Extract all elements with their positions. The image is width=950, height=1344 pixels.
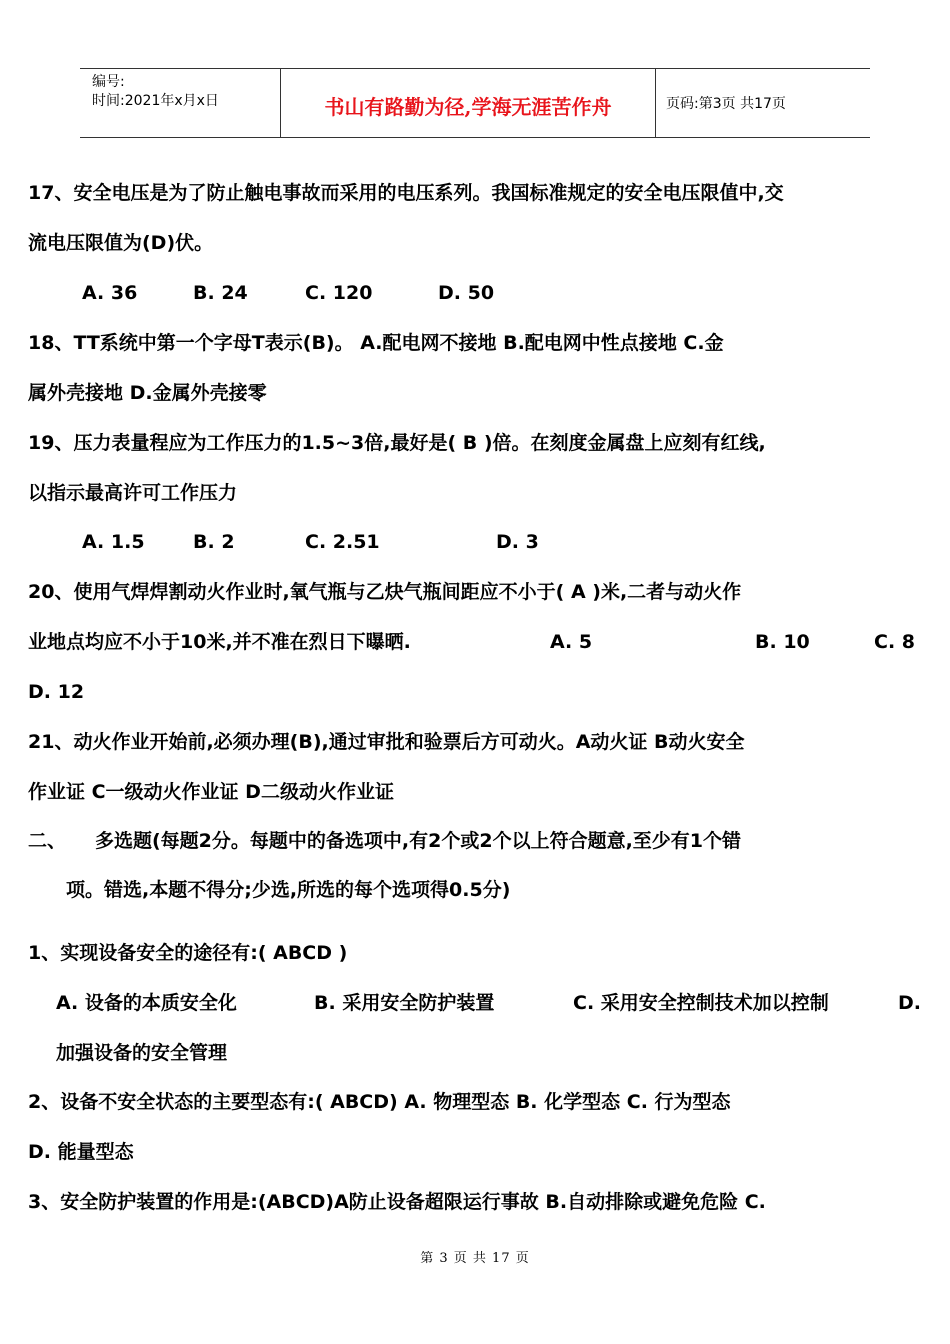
q21-line2: 作业证 C一级动火作业证 D二级动火作业证: [28, 781, 394, 803]
q20-option-a: A. 5: [550, 631, 593, 653]
q20-option-b: B. 10: [755, 631, 810, 653]
q20-line1: 20、使用气焊焊割动火作业时,氧气瓶与乙炔气瓶间距应不小于( A )米,二者与动火作: [28, 581, 742, 603]
section2-line1: 多选题(每题2分。每题中的备选项中,有2个或2个以上符合题意,至少有1个错: [95, 830, 742, 852]
q17-option-b: B. 24: [193, 282, 248, 304]
q19-line2: 以指示最高许可工作压力: [28, 482, 238, 504]
header-meta-cell: [80, 69, 280, 137]
q19-line1: 19、压力表量程应为工作压力的1.5~3倍,最好是( B )倍。在刻度金属盘上应刻有红线,: [28, 432, 766, 454]
m1-option-d: D.: [898, 992, 921, 1014]
header-page-label: 页码:第3页 共17页: [666, 96, 786, 112]
q20-line2: 业地点均应不小于10米,并不准在烈日下曝晒.: [28, 631, 411, 653]
q19-option-b: B. 2: [193, 531, 235, 553]
time-label: 时间:2021年x月x日: [92, 93, 219, 109]
motto: 书山有路勤为径,学海无涯苦作舟: [324, 95, 612, 119]
m1-stem: 1、实现设备安全的途径有:( ABCD ): [28, 942, 348, 964]
m3-line1: 3、安全防护装置的作用是:(ABCD)A防止设备超限运行事故 B.自动排除或避免危险 C.: [28, 1191, 766, 1213]
m2-line2: D. 能量型态: [28, 1141, 134, 1163]
m1-option-a: A. 设备的本质安全化: [56, 992, 237, 1014]
page-footer: 第 3 页 共 17 页: [420, 1251, 530, 1266]
q20-option-c: C. 8: [874, 631, 915, 653]
m1-option-b: B. 采用安全防护装置: [314, 992, 495, 1014]
header-motto-cell: [280, 69, 656, 137]
m1-line3: 加强设备的安全管理: [56, 1042, 228, 1064]
q17-line2: 流电压限值为(D)伏。: [28, 232, 214, 254]
q17-line1: 17、安全电压是为了防止触电事故而采用的电压系列。我国标准规定的安全电压限值中,交: [28, 182, 784, 204]
section2-line2: 项。错选,本题不得分;少选,所选的每个选项得0.5分): [66, 879, 511, 901]
m2-line1: 2、设备不安全状态的主要型态有:( ABCD) A. 物理型态 B. 化学型态 C. 行为型态: [28, 1091, 731, 1113]
q17-option-d: D. 50: [438, 282, 495, 304]
number-label: 编号:: [92, 74, 125, 90]
q17-option-c: C. 120: [305, 282, 373, 304]
header-page-cell: [656, 69, 870, 137]
q19-option-a: A. 1.5: [82, 531, 145, 553]
section2-number: 二、: [28, 830, 67, 852]
q19-option-d: D. 3: [496, 531, 539, 553]
q21-line1: 21、动火作业开始前,必须办理(B),通过审批和验票后方可动火。A动火证 B动火安全: [28, 731, 745, 753]
q18-line1: 18、TT系统中第一个字母T表示(B)。 A.配电网不接地 B.配电网中性点接地 C.金: [28, 332, 724, 354]
document-header: [80, 68, 870, 138]
q17-option-a: A. 36: [82, 282, 138, 304]
q19-option-c: C. 2.51: [305, 531, 380, 553]
q20-option-d: D. 12: [28, 681, 85, 703]
m1-option-c: C. 采用安全控制技术加以控制: [573, 992, 829, 1014]
q18-line2: 属外壳接地 D.金属外壳接零: [28, 382, 267, 404]
